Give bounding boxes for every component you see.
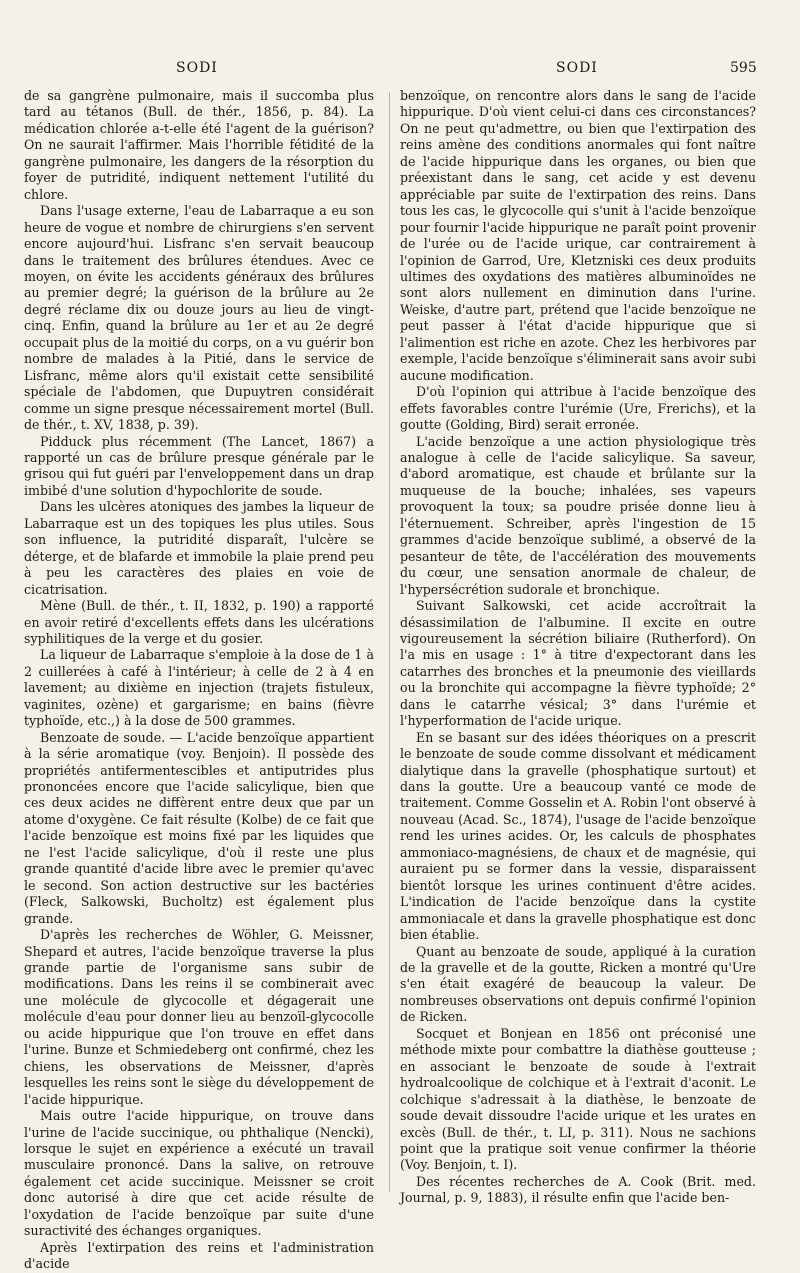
paragraph: D'après les recherches de Wöhler, G. Meissner, Shepard et autres, l'acide benzoïque traverse la plus grande partie de l'organisme sans subir de modifications. Dans les reins il se combinerait avec une molécule de glycocolle et dégagerait une molécule d'eau pour donner lieu au benzoïl-glycocolle ou acide hippurique que l'on trouve en effet dans l'urine. Bunze et Schmiedeberg ont confirmé, chez les chiens, les observations de Meissner, d'après lesquelles les reins sont le siège du développement de l'acide hippurique. [24,927,374,1107]
paragraph: Mène (Bull. de thér., t. II, 1832, p. 190) a rapporté en avoir retiré d'excellents effets dans les ulcérations syphilitiques de la verge et du gosier. [24,598,374,646]
page-number: 595 [730,60,757,76]
paragraph: Pidduck plus récemment (The Lancet, 1867) a rapporté un cas de brûlure presque générale par le grisou qui fut guéri par l'enveloppement dans un drap imbibé d'une solution d'hypochlorite de soude. [24,433,374,498]
paragraph: Socquet et Bonjean en 1856 ont préconisé une méthode mixte pour combattre la diathèse goutteuse ; en associant le benzoate de soude à l'extrait hydroalcoolique de colchique et à l'extrait d'aconit. Le colchique s'adressait à la diathèse, le benzoate de soude devait dissoudre l'acide urique et les urates en excès (Bull. de thér., t. LI, p. 311). Nous ne sachions point que la pratique soit venue confirmer la théorie (Voy. Benjoin, t. I). [400,1025,756,1173]
paragraph: Suivant Salkowski, cet acide accroîtrait la désassimilation de l'albumine. Il excite en outre vigoureusement la sécrétion biliaire (Rutherford). On l'a mis en usage : 1° à titre d'expectorant dans les catarrhes des bronches et la pneumonie des vieillards ou la bronchite qui accompagne la fièvre typhoïde; 2° dans le catarrhe vésical; 3° dans l'urémie et l'hyperformation de l'acide urique. [400,598,756,729]
right-running-head: SODI [556,60,598,76]
entry-benzoate-de-soude: Benzoate de soude. — L'acide benzoïque appartient à la série aromatique (voy. Benjoin). Il possède des propriétés antifermentescibles et antiputrides plus prononcées encore que l'acide salicylique, bien que ces deux acides ne diffèrent entre deux que par un atome d'oxygène. Ce fait résulte (Kolbe) de ce fait que l'acide benzoïque est moins fixé par les liquides que ne l'est l'acide salicylique, d'où il reste une plus grande quantité d'acide libre avec le premier qu'avec le second. Son action destructive sur les bactéries (Fleck, Salkowski, Bucholtz) est également plus grande. [24,729,374,926]
paragraph: Après l'extirpation des reins et l'administration d'acide [24,1239,374,1272]
left-column [24,88,374,1272]
left-running-head: SODI [176,60,218,76]
paragraph: Dans les ulcères atoniques des jambes la liqueur de Labarraque est un des topiques les plus utiles. Sous son influence, la putridité disparaît, l'ulcère se déterge, et de blafarde et immobile la plaie prend peu à peu les caractères des plaies en voie de cicatrisation. [24,499,374,597]
right-column [400,88,756,1206]
paragraph: benzoïque, on rencontre alors dans le sang de l'acide hippurique. D'où vient celui-ci dans ces circonstances? On ne peut qu'admettre, ou bien que l'extirpation des reins amène des conditions anormales qui font naître de l'acide hippurique dans les organes, ou bien que préexistant dans le sang, cet acide y est devenu appréciable par suite de l'extirpation des reins. Dans tous les cas, le glycocolle qui s'unit à l'acide benzoïque pour fournir l'acide hippurique ne paraît point provenir de l'urée ou de l'acide urique, car contrairement à l'opinion de Garrod, Ure, Kletzniski ces deux produits ultimes des oxydations des matières albuminoïdes ne sont alors nullement en diminution dans l'urine. Weiske, d'autre part, prétend que l'acide benzoïque ne peut passer à l'état d'acide hippurique que si l'alimention est riche en azote. Chez les herbivores par exemple, l'acide benzoïque s'éliminerait sans avoir subi aucune modification. [400,88,756,383]
paragraph: Quant au benzoate de soude, appliqué à la curation de la gravelle et de la goutte, Ricken a montré qu'Ure s'en était exagéré de beaucoup la valeur. De nombreuses observations ont depuis confirmé l'opinion de Ricken. [400,943,756,1025]
running-header [0,60,800,80]
paragraph: Mais outre l'acide hippurique, on trouve dans l'urine de l'acide succinique, ou phthalique (Nencki), lorsque le sujet en expérience a exécuté un travail musculaire prononcé. Dans la salive, on retrouve également cet acide succinique. Meissner se croit donc autorisé à dire que cet acide résulte de l'oxydation de l'acide benzoïque par suite d'une suractivité des échanges organiques. [24,1108,374,1239]
paragraph: L'acide benzoïque a une action physiologique très analogue à celle de l'acide salicylique. Sa saveur, d'abord aromatique, est chaude et brûlante sur la muqueuse de la bouche; inhalées, ses vapeurs provoquent la toux; sa poudre prisée donne lieu à l'éternuement. Schreiber, après l'ingestion de 15 grammes d'acide benzoïque sublimé, a observé de la pesanteur de tête, de l'accélération des mouvements du cœur, une sensation anormale de chaleur, de l'hypersécrétion sudorale et bronchique. [400,433,756,597]
paragraph: de sa gangrène pulmonaire, mais il succomba plus tard au tétanos (Bull. de thér., 1856, p. 84). La médication chlorée a-t-elle été l'agent de la guérison? On ne saurait l'affirmer. Mais l'horrible fétidité de la gangrène pulmonaire, les dangers de la résorption du foyer de putridité, indiquent nettement l'utilité du chlore. [24,88,374,202]
column-divider [389,92,390,1192]
paragraph: En se basant sur des idées théoriques on a prescrit le benzoate de soude comme dissolvant et médicament dialytique dans la gravelle (phosphatique surtout) et dans la goutte. Ure a beaucoup vanté ce mode de traitement. Comme Gosselin et A. Robin l'ont observé à nouveau (Acad. Sc., 1874), l'usage de l'acide benzoïque rend les urines acides. Or, les calculs de phosphates ammoniaco-magnésiens, de chaux et de magnésie, qui auraient pu se former dans la vessie, disparaissent bientôt lorsque les urines continuent d'être acides. L'indication de l'acide benzoïque dans la cystite ammoniacale et dans la gravelle phosphatique est donc bien établie. [400,729,756,943]
paragraph: Des récentes recherches de A. Cook (Brit. med. Journal, p. 9, 1883), il résulte enfin que l'acide ben- [400,1173,756,1206]
paragraph: La liqueur de Labarraque s'emploie à la dose de 1 à 2 cuillerées à café à l'intérieur; à celle de 2 à 4 en lavement; au dixième en injection (trajets fistuleux, vaginites, ozène) et gargarisme; en bains (fièvre typhoïde, etc.,) à la dose de 500 grammes. [24,647,374,729]
paragraph: D'où l'opinion qui attribue à l'acide benzoïque des effets favorables contre l'urémie (Ure, Frerichs), et la goutte (Golding, Bird) serait erronée. [400,384,756,433]
paragraph: Dans l'usage externe, l'eau de Labarraque a eu son heure de vogue et nombre de chirurgiens s'en servent encore aujourd'hui. Lisfranc s'en servait beaucoup dans le traitement des brûlures étendues. Avec ce moyen, on évite les accidents généraux des brûlures au premier degré; la guérison de la brûlure au 2e degré réclame dix ou douze jours au lieu de vingt-cinq. Enfin, quand la brûlure au 1er et au 2e degré occupait plus de la moitié du corps, on a vu guérir bon nombre de malades à la Pitié, dans le service de Lisfranc, même alors qu'il existait cette sensibilité spéciale de l'abdomen, que Dupuytren considérait comme un signe presque nécessairement mortel (Bull. de thér., t. XV, 1838, p. 39). [24,203,374,433]
